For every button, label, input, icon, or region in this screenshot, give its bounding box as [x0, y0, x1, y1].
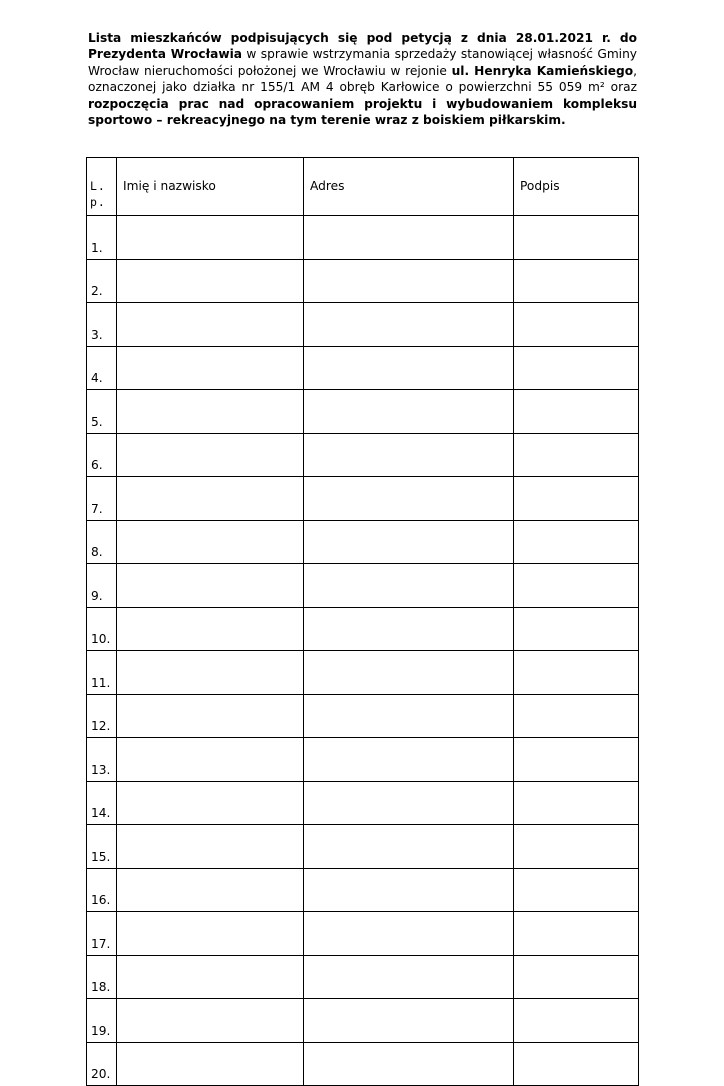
column-header-signature: Podpis [514, 158, 639, 216]
signature-cell[interactable] [514, 1042, 639, 1086]
name-cell[interactable] [117, 520, 304, 564]
signature-cell[interactable] [514, 346, 639, 390]
address-cell[interactable] [304, 520, 514, 564]
signature-cell[interactable] [514, 868, 639, 912]
name-cell[interactable] [117, 1042, 304, 1086]
name-cell[interactable] [117, 433, 304, 477]
address-cell[interactable] [304, 999, 514, 1043]
name-cell[interactable] [117, 955, 304, 999]
signature-cell[interactable] [514, 477, 639, 521]
name-cell[interactable] [117, 564, 304, 608]
signature-cell[interactable] [514, 303, 639, 347]
table-header-row [87, 158, 639, 216]
address-cell[interactable] [304, 825, 514, 869]
address-cell[interactable] [304, 303, 514, 347]
signature-cell[interactable] [514, 825, 639, 869]
header-street: ul. Henryka Kamieńskiego [451, 63, 634, 78]
address-cell[interactable] [304, 433, 514, 477]
address-cell[interactable] [304, 346, 514, 390]
header-text-1: w sprawie wstrzymania sprzedaży stanowiącej własność Gminy Wrocław nieruchomości położonej we Wrocławiu w rejonie [88, 47, 638, 78]
signature-cell[interactable] [514, 955, 639, 999]
name-cell[interactable] [117, 477, 304, 521]
row-number: 4. [87, 346, 117, 390]
row-number: 2. [87, 259, 117, 303]
table-row [87, 651, 639, 695]
row-number: 11. [87, 651, 117, 695]
address-cell[interactable] [304, 216, 514, 260]
signature-cell[interactable] [514, 781, 639, 825]
row-number: 3. [87, 303, 117, 347]
signature-cell[interactable] [514, 912, 639, 956]
name-cell[interactable] [117, 781, 304, 825]
name-cell[interactable] [117, 738, 304, 782]
address-cell[interactable] [304, 607, 514, 651]
address-cell[interactable] [304, 694, 514, 738]
row-number: 14. [87, 781, 117, 825]
address-cell[interactable] [304, 1042, 514, 1086]
table-body [87, 216, 639, 1086]
table-row [87, 999, 639, 1043]
row-number: 15. [87, 825, 117, 869]
signature-cell[interactable] [514, 520, 639, 564]
table-row [87, 303, 639, 347]
petition-header [88, 30, 637, 128]
table-row [87, 607, 639, 651]
table-row [87, 781, 639, 825]
signature-table [86, 157, 639, 1086]
table-row [87, 216, 639, 260]
row-number: 9. [87, 564, 117, 608]
name-cell[interactable] [117, 607, 304, 651]
name-cell[interactable] [117, 825, 304, 869]
signature-cell[interactable] [514, 651, 639, 695]
name-cell[interactable] [117, 303, 304, 347]
row-number: 8. [87, 520, 117, 564]
address-cell[interactable] [304, 955, 514, 999]
row-number: 10. [87, 607, 117, 651]
table-row [87, 738, 639, 782]
name-cell[interactable] [117, 912, 304, 956]
row-number: 13. [87, 738, 117, 782]
row-number: 19. [87, 999, 117, 1043]
address-cell[interactable] [304, 651, 514, 695]
row-number: 17. [87, 912, 117, 956]
address-cell[interactable] [304, 564, 514, 608]
address-cell[interactable] [304, 781, 514, 825]
row-number: 5. [87, 390, 117, 434]
signature-cell[interactable] [514, 216, 639, 260]
table-row [87, 433, 639, 477]
address-cell[interactable] [304, 738, 514, 782]
row-number: 16. [87, 868, 117, 912]
name-cell[interactable] [117, 346, 304, 390]
signature-cell[interactable] [514, 433, 639, 477]
table-row [87, 868, 639, 912]
column-header-address: Adres [304, 158, 514, 216]
table-row [87, 477, 639, 521]
table-row [87, 520, 639, 564]
signature-cell[interactable] [514, 564, 639, 608]
row-number: 20. [87, 1042, 117, 1086]
row-number: 18. [87, 955, 117, 999]
row-number: 6. [87, 433, 117, 477]
table-row [87, 259, 639, 303]
table-row [87, 1042, 639, 1086]
signature-cell[interactable] [514, 390, 639, 434]
name-cell[interactable] [117, 868, 304, 912]
signature-cell[interactable] [514, 259, 639, 303]
address-cell[interactable] [304, 912, 514, 956]
table-row [87, 694, 639, 738]
column-header-lp: L.p. [87, 158, 117, 216]
table-row [87, 912, 639, 956]
address-cell[interactable] [304, 259, 514, 303]
signature-cell[interactable] [514, 607, 639, 651]
address-cell[interactable] [304, 390, 514, 434]
table-row [87, 390, 639, 434]
row-number: 7. [87, 477, 117, 521]
name-cell[interactable] [117, 651, 304, 695]
name-cell[interactable] [117, 999, 304, 1043]
name-cell[interactable] [117, 259, 304, 303]
table-row [87, 346, 639, 390]
name-cell[interactable] [117, 216, 304, 260]
signature-cell[interactable] [514, 694, 639, 738]
signature-cell[interactable] [514, 738, 639, 782]
row-number: 12. [87, 694, 117, 738]
name-cell[interactable] [117, 694, 304, 738]
column-header-name: Imię i nazwisko [117, 158, 304, 216]
row-number: 1. [87, 216, 117, 260]
table-row [87, 825, 639, 869]
table-row [87, 564, 639, 608]
header-title: Lista mieszkańców podpisujących się pod petycją z dnia 28.01.2021 r. do Prezydenta Wrocławia [88, 31, 637, 62]
header-purpose: rozpoczęcia prac nad opracowaniem projektu i wybudowaniem kompleksu sportowo – rekreacyjnego na tym terenie wraz z boiskiem piłkarskim. [88, 96, 637, 128]
name-cell[interactable] [117, 390, 304, 434]
table-row [87, 955, 639, 999]
address-cell[interactable] [304, 477, 514, 521]
signature-cell[interactable] [514, 999, 639, 1043]
address-cell[interactable] [304, 868, 514, 912]
header-text-2: , oznaczonej jako działka nr 155/1 AM 4 obręb Karłowice o powierzchni 55 059 m² oraz [88, 63, 637, 95]
